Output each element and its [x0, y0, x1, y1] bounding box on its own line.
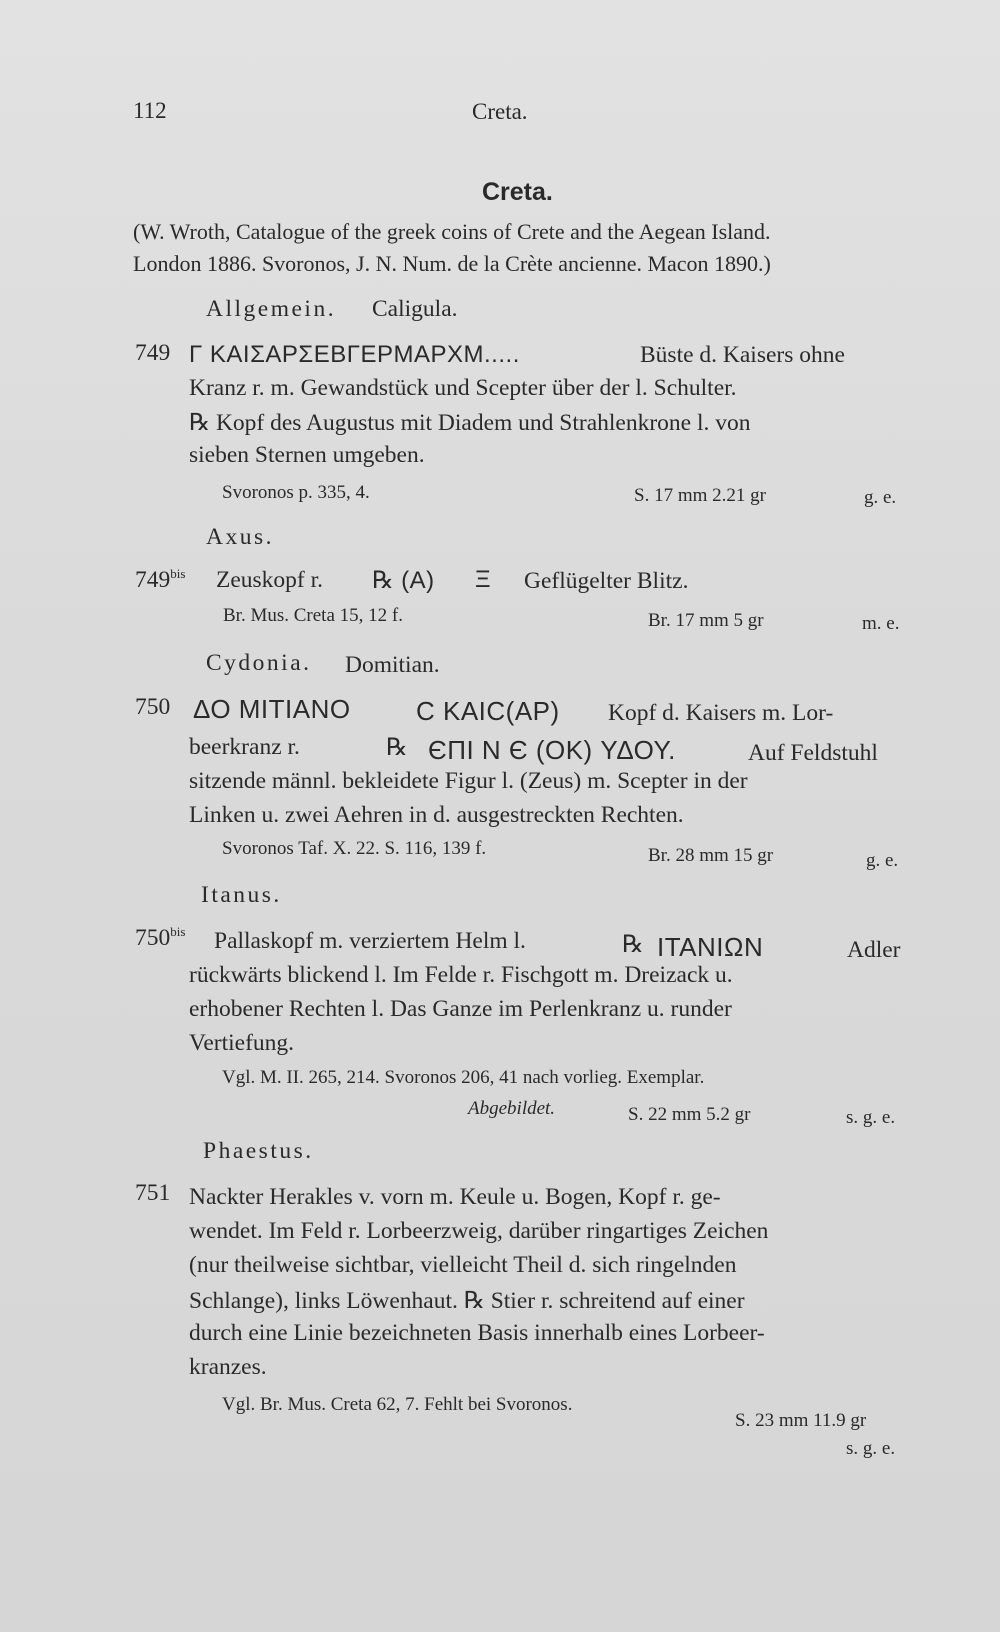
section-heading: Axus. — [206, 524, 274, 550]
entry-text: erhobener Rechten l. Das Ganze im Perlenkranz u. runder — [189, 996, 732, 1022]
coin-legend: Γ ΚΑΙΣΑΡΣΕΒΓΕΡΜΑΡΧΜ..... — [189, 341, 520, 368]
entry-condition: s. g. e. — [846, 1438, 896, 1459]
entry-condition: g. e. — [866, 850, 899, 871]
ruler-name: Domitian. — [345, 652, 440, 678]
entry-text: Kopf d. Kaisers m. Lor- — [608, 700, 834, 726]
coin-legend: ℞ — [386, 734, 409, 761]
entry-text: Nackter Herakles v. vorn m. Keule u. Bogen, Kopf r. ge- — [189, 1184, 721, 1210]
entry-metal-size-weight: Br. 17 mm 5 gr — [648, 610, 764, 631]
entry-condition: g. e. — [864, 487, 897, 508]
entry-text: Schlange), links Löwenhaut. ℞ Stier r. schreitend auf einer — [189, 1288, 745, 1314]
entry-metal-size-weight: S. 22 mm 5.2 gr — [628, 1104, 751, 1125]
entry-reference: Vgl. Br. Mus. Creta 62, 7. Fehlt bei Svoronos. — [222, 1394, 573, 1415]
illustrated-note: Abgebildet. — [468, 1098, 556, 1119]
bibliography-line: (W. Wroth, Catalogue of the greek coins of Crete and the Aegean Island. — [133, 219, 771, 244]
section-heading: Phaestus. — [203, 1138, 314, 1164]
ruler-name: Caligula. — [372, 296, 458, 322]
entry-text: sieben Sternen umgeben. — [189, 442, 425, 468]
entry-metal-size-weight: S. 23 mm 11.9 gr — [735, 1410, 867, 1431]
section-title: Creta. — [482, 178, 553, 206]
entry-text: Linken u. zwei Aehren in d. ausgestreckten Rechten. — [189, 802, 684, 828]
entry-text: Vertiefung. — [189, 1030, 295, 1056]
running-title: Creta. — [472, 99, 528, 124]
coin-legend: ℞ — [622, 931, 645, 958]
entry-reference: Br. Mus. Creta 15, 12 f. — [223, 605, 403, 626]
coin-legend: ЄΠΙ Ν Є (ΟΚ) ΥΔΟΥ. — [428, 735, 676, 765]
entry-text: Geflügelter Blitz. — [524, 568, 689, 594]
entry-reference: Svoronos p. 335, 4. — [222, 482, 370, 503]
entry-text: rückwärts blickend l. Im Felde r. Fischgott m. Dreizack u. — [189, 962, 733, 988]
entry-text: ℞ Kopf des Augustus mit Diadem und Strahlenkrone l. von — [189, 410, 751, 436]
section-heading: Allgemein. — [206, 296, 337, 322]
entry-text: durch eine Linie bezeichneten Basis innerhalb eines Lorbeer- — [189, 1320, 765, 1346]
entry-condition: m. e. — [862, 613, 900, 634]
section-heading: Itanus. — [201, 882, 282, 908]
entry-text: Büste d. Kaisers ohne — [640, 342, 845, 368]
entry-text: Auf Feldstuhl — [748, 740, 878, 766]
entry-text: beerkranz r. — [189, 734, 300, 760]
entry-text: Adler — [847, 937, 901, 963]
entry-reference: Vgl. M. II. 265, 214. Svoronos 206, 41 nach vorlieg. Exemplar. — [222, 1067, 705, 1088]
entry-condition: s. g. e. — [846, 1107, 896, 1128]
entry-text: Pallaskopf m. verziertem Helm l. — [214, 928, 526, 954]
entry-text: Zeuskopf r. — [216, 567, 324, 593]
bibliography-line: London 1886. Svoronos, J. N. Num. de la Crète ancienne. Macon 1890.) — [133, 251, 771, 276]
entry-metal-size-weight: S. 17 mm 2.21 gr — [634, 485, 766, 506]
page-number: 112 — [133, 98, 167, 123]
entry-text: (nur theilweise sichtbar, vielleicht Theil d. sich ringelnden — [189, 1252, 737, 1278]
entry-number: 749 — [135, 340, 171, 366]
entry-number: 751 — [135, 1180, 171, 1206]
coin-legend: ℞ (A) — [372, 567, 435, 594]
entry-number: $749^{bis}$ — [135, 566, 186, 593]
entry-text: Kranz r. m. Gewandstück und Scepter über der l. Schulter. — [189, 375, 737, 401]
coin-legend: ΙΤΑΝΙΩΝ — [657, 932, 764, 962]
entry-text: kranzes. — [189, 1354, 267, 1380]
entry-number: $750^{bis}$ — [135, 924, 186, 951]
entry-text: wendet. Im Feld r. Lorbeerzweig, darüber ringartiges Zeichen — [189, 1218, 769, 1244]
coin-legend: C ΚΑΙC(ΑΡ) — [416, 696, 560, 726]
section-heading: Cydonia. — [206, 650, 312, 676]
coin-legend: ΔΟ ΜΙΤΙΑΝΟ — [193, 694, 351, 724]
entry-reference: Svoronos Taf. X. 22. S. 116, 139 f. — [222, 838, 487, 859]
entry-number: 750 — [135, 694, 171, 720]
entry-text: sitzende männl. bekleidete Figur l. (Zeus) m. Scepter in der — [189, 768, 748, 794]
coin-legend: Ξ — [475, 566, 492, 593]
entry-metal-size-weight: Br. 28 mm 15 gr — [648, 845, 774, 866]
